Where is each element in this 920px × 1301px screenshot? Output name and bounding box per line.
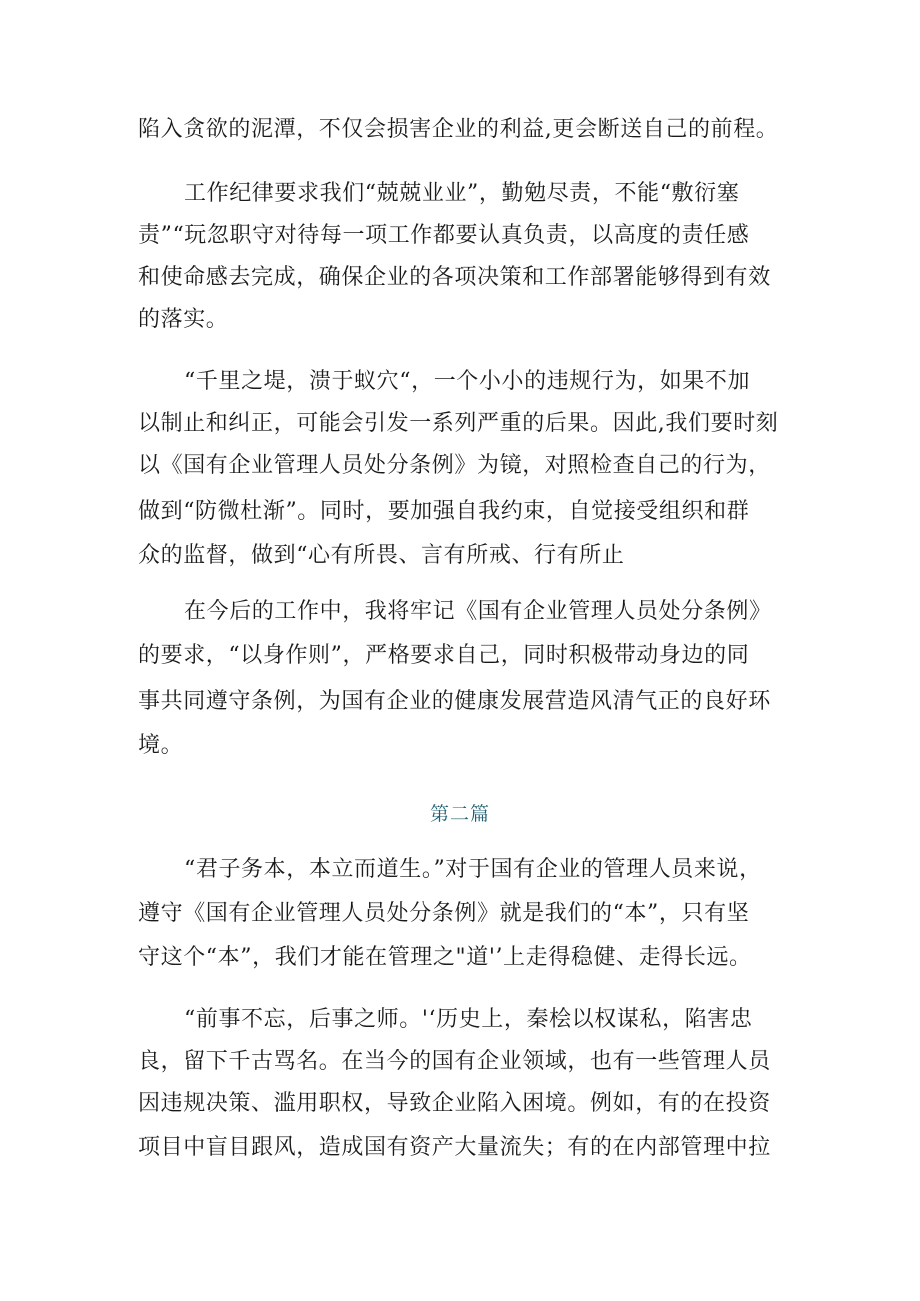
paragraph-line: 做到“防微杜渐”。同时，要加强自我约束，自觉接受组织和群 (138, 499, 750, 524)
paragraph-line: 事共同遵守条例，为国有企业的健康发展营造风清气正的良好环 (138, 689, 771, 714)
paragraph-line: 以《国有企业管理人员处分条例》为镜，对照检查自己的行为， (138, 453, 771, 478)
paragraph-line: 的落实。 (138, 307, 229, 332)
paragraph-line: 守这个“本”，我们才能在管理之"道'’上走得稳健、走得长远。 (138, 945, 752, 970)
paragraph-line: 因违规决策、滥用职权，导致企业陷入困境。例如，有的在投资 (138, 1091, 771, 1116)
paragraph-line: 的要求，“以身作则”，严格要求自己，同时积极带动身边的同 (138, 643, 750, 668)
paragraph-line: “千里之堤，溃于蚁穴“，一个小小的违规行为，如果不加 (184, 369, 751, 394)
paragraph-line: 工作纪律要求我们“兢兢业业”，勤勉尽责，不能“敷衍塞 (184, 181, 740, 206)
paragraph-line: 以制止和纠正，可能会引发一系列严重的后果。因此,我们要时刻 (138, 411, 779, 436)
paragraph-line: “前事不忘，后事之师。'‘历史上，秦桧以权谋私，陷害忠 (184, 1007, 753, 1032)
paragraph-line: 众的监督，做到“心有所畏、言有所戒、行有所止 (138, 543, 625, 568)
section-title: 第二篇 (429, 803, 490, 825)
paragraph-line: 良，留下千古骂名。在当今的国有企业领域，也有一些管理人员 (138, 1049, 771, 1074)
paragraph-line: “君子务本，本立而道生。”对于国有企业的管理人员来说， (184, 857, 762, 882)
paragraph-line: 遵守《国有企业管理人员处分条例》就是我们的“本”，只有坚 (138, 901, 750, 926)
paragraph-line: 陷入贪欲的泥潭，不仅会损害企业的利益,更会断送自己的前程。 (138, 117, 779, 142)
paragraph-line: 项目中盲目跟风，造成国有资产大量流失；有的在内部管理中拉 (138, 1135, 771, 1160)
paragraph-line: 境。 (138, 733, 184, 758)
paragraph-line: 责”“玩忽职守对待每一项工作都要认真负责，以高度的责任感 (138, 223, 750, 248)
paragraph-line: 在今后的工作中，我将牢记《国有企业管理人员处分条例》 (184, 599, 772, 624)
paragraph-line: 和使命感去完成，确保企业的各项决策和工作部署能够得到有效 (138, 265, 771, 290)
